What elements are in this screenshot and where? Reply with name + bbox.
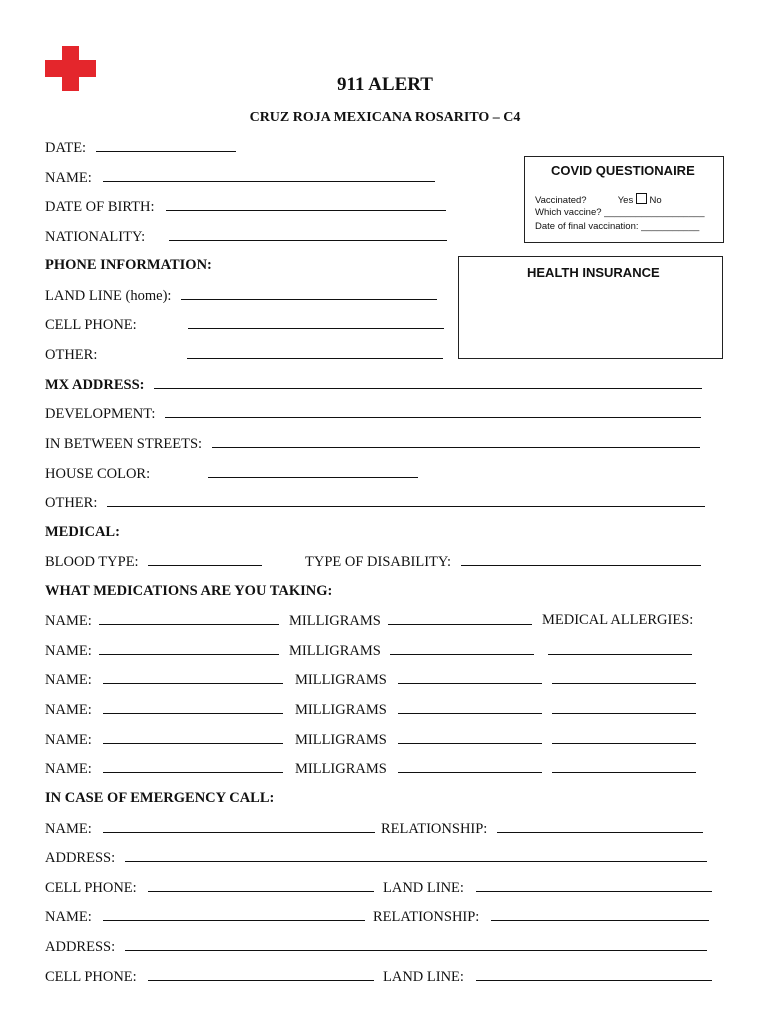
disability-row bbox=[305, 553, 701, 571]
cell-phone-row bbox=[45, 316, 444, 334]
emergency-name-field[interactable] bbox=[103, 908, 365, 921]
emergency-contact-2-address-row bbox=[45, 938, 707, 956]
between-streets-field[interactable] bbox=[212, 435, 700, 448]
emergency-cell-field[interactable] bbox=[148, 968, 374, 981]
other-address-row bbox=[45, 494, 705, 512]
emergency-contact-2-relationship-row bbox=[373, 908, 709, 926]
blood-type-field[interactable] bbox=[148, 553, 262, 566]
relationship-label: RELATIONSHIP: bbox=[373, 909, 480, 925]
milligrams-field[interactable] bbox=[398, 671, 542, 684]
medication-row bbox=[45, 671, 696, 689]
yes-label: Yes bbox=[617, 195, 634, 206]
medication-row bbox=[45, 760, 696, 778]
dob-label: DATE OF BIRTH: bbox=[45, 199, 155, 215]
emergency-address-field[interactable] bbox=[125, 849, 707, 862]
other-phone-field[interactable] bbox=[187, 346, 443, 359]
allergy-field[interactable] bbox=[552, 760, 696, 773]
medication-name-field[interactable] bbox=[103, 731, 283, 744]
relationship-field[interactable] bbox=[497, 820, 703, 833]
medication-name-field[interactable] bbox=[99, 612, 279, 625]
emergency-landline-field[interactable] bbox=[476, 968, 712, 981]
emergency-address-field[interactable] bbox=[125, 938, 707, 951]
disability-label: TYPE OF DISABILITY: bbox=[305, 554, 452, 570]
allergy-field[interactable] bbox=[552, 671, 696, 684]
final-vaccination-label: Date of final vaccination: bbox=[535, 221, 639, 232]
health-insurance-box[interactable] bbox=[458, 256, 723, 359]
which-vaccine-field[interactable]: ___________________ bbox=[604, 207, 705, 218]
mx-address-row bbox=[45, 376, 702, 394]
emergency-name-label: NAME: bbox=[45, 909, 92, 925]
emergency-name-field[interactable] bbox=[103, 820, 375, 833]
medication-name-label: NAME: bbox=[45, 761, 92, 777]
date-label: DATE: bbox=[45, 140, 87, 156]
page-subtitle: CRUZ ROJA MEXICANA ROSARITO – C4 bbox=[249, 110, 521, 125]
emergency-contact-2-landline-row bbox=[383, 968, 712, 986]
dob-field[interactable] bbox=[166, 198, 446, 211]
relationship-label: RELATIONSHIP: bbox=[381, 821, 488, 837]
medication-name-label: NAME: bbox=[45, 672, 92, 688]
relationship-field[interactable] bbox=[491, 908, 709, 921]
medication-name-field[interactable] bbox=[99, 642, 279, 655]
milligrams-label: MILLIGRAMS bbox=[294, 702, 387, 718]
house-color-field[interactable] bbox=[208, 465, 418, 478]
emergency-landline-field[interactable] bbox=[476, 879, 712, 892]
development-row bbox=[45, 405, 701, 423]
mx-address-field[interactable] bbox=[154, 376, 702, 389]
medication-name-field[interactable] bbox=[103, 701, 283, 714]
emergency-contact-1-address-row bbox=[45, 849, 707, 867]
emergency-contact-2-name-row bbox=[45, 908, 365, 926]
other-phone-row bbox=[45, 346, 443, 364]
emergency-cell-label: CELL PHONE: bbox=[45, 969, 137, 985]
allergies-label: MEDICAL ALLERGIES: bbox=[542, 612, 694, 628]
nationality-row bbox=[45, 228, 447, 246]
mx-address-label: MX ADDRESS: bbox=[45, 377, 145, 393]
nationality-label: NATIONALITY: bbox=[45, 229, 146, 245]
dob-row bbox=[45, 198, 446, 216]
medications-heading: WHAT MEDICATIONS ARE YOU TAKING: bbox=[45, 583, 333, 599]
covid-title: COVID QUESTIONAIRE bbox=[551, 163, 695, 178]
medication-row bbox=[45, 701, 696, 719]
landline-field[interactable] bbox=[181, 287, 437, 300]
between-streets-label: IN BETWEEN STREETS: bbox=[45, 436, 203, 452]
which-vaccine-label: Which vaccine? bbox=[535, 207, 602, 218]
disability-field[interactable] bbox=[461, 553, 701, 566]
emergency-address-label: ADDRESS: bbox=[45, 850, 116, 866]
final-vaccination-row bbox=[535, 221, 699, 232]
page-title: 911 ALERT bbox=[337, 74, 433, 95]
medication-name-field[interactable] bbox=[103, 671, 283, 684]
allergy-field[interactable] bbox=[552, 701, 696, 714]
yes-checkbox[interactable] bbox=[636, 193, 647, 204]
other-address-label: OTHER: bbox=[45, 495, 98, 511]
emergency-contact-1-landline-row bbox=[383, 879, 712, 897]
milligrams-label: MILLIGRAMS bbox=[294, 672, 387, 688]
medication-row bbox=[45, 731, 696, 749]
blood-type-row bbox=[45, 553, 262, 571]
emergency-contact-1-cell-row bbox=[45, 879, 374, 897]
vaccinated-label: Vaccinated? bbox=[535, 195, 587, 206]
allergy-field[interactable] bbox=[548, 642, 692, 655]
other-phone-label: OTHER: bbox=[45, 347, 98, 363]
emergency-address-label: ADDRESS: bbox=[45, 939, 116, 955]
landline-row bbox=[45, 287, 437, 305]
medication-row bbox=[45, 642, 692, 660]
cell-phone-label: CELL PHONE: bbox=[45, 317, 137, 333]
medication-name-label: NAME: bbox=[45, 732, 92, 748]
emergency-landline-label: LAND LINE: bbox=[383, 880, 464, 896]
emergency-contact-1-relationship-row bbox=[381, 820, 703, 838]
emergency-landline-label: LAND LINE: bbox=[383, 969, 464, 985]
development-label: DEVELOPMENT: bbox=[45, 406, 156, 422]
milligrams-field[interactable] bbox=[388, 612, 532, 625]
which-vaccine-row bbox=[535, 207, 705, 218]
medication-row bbox=[45, 612, 532, 630]
medical-heading: MEDICAL: bbox=[45, 524, 120, 540]
name-field[interactable] bbox=[103, 169, 435, 182]
between-streets-row bbox=[45, 435, 700, 453]
milligrams-field[interactable] bbox=[398, 731, 542, 744]
vaccinated-row bbox=[535, 193, 662, 206]
development-field[interactable] bbox=[165, 405, 701, 418]
medication-name-label: NAME: bbox=[45, 702, 92, 718]
medication-name-field[interactable] bbox=[103, 760, 283, 773]
house-color-row bbox=[45, 465, 418, 483]
allergy-field[interactable] bbox=[552, 731, 696, 744]
emergency-contact-2-cell-row bbox=[45, 968, 374, 986]
cell-phone-field[interactable] bbox=[188, 316, 444, 329]
medication-name-label: NAME: bbox=[45, 613, 92, 629]
name-label: NAME: bbox=[45, 170, 92, 186]
milligrams-label: MILLIGRAMS bbox=[294, 732, 387, 748]
covid-questionnaire-box bbox=[524, 156, 724, 243]
milligrams-field[interactable] bbox=[390, 642, 534, 655]
nationality-field[interactable] bbox=[169, 228, 447, 241]
emergency-name-label: NAME: bbox=[45, 821, 92, 837]
phone-heading: PHONE INFORMATION: bbox=[45, 257, 212, 273]
emergency-cell-label: CELL PHONE: bbox=[45, 880, 137, 896]
date-field[interactable] bbox=[96, 139, 236, 152]
emergency-contact-1-name-row bbox=[45, 820, 375, 838]
no-label: No bbox=[649, 195, 662, 206]
blood-type-label: BLOOD TYPE: bbox=[45, 554, 139, 570]
milligrams-label: MILLIGRAMS bbox=[288, 613, 381, 629]
milligrams-label: MILLIGRAMS bbox=[288, 643, 381, 659]
name-row bbox=[45, 169, 435, 187]
other-address-field[interactable] bbox=[107, 494, 705, 507]
health-insurance-title: HEALTH INSURANCE bbox=[527, 265, 660, 280]
house-color-label: HOUSE COLOR: bbox=[45, 466, 151, 482]
milligrams-field[interactable] bbox=[398, 701, 542, 714]
landline-label: LAND LINE (home): bbox=[45, 288, 172, 304]
medication-name-label: NAME: bbox=[45, 643, 92, 659]
final-vaccination-field[interactable]: ___________ bbox=[641, 221, 700, 232]
milligrams-field[interactable] bbox=[398, 760, 542, 773]
date-row bbox=[45, 139, 236, 157]
emergency-cell-field[interactable] bbox=[148, 879, 374, 892]
milligrams-label: MILLIGRAMS bbox=[294, 761, 387, 777]
emergency-heading: IN CASE OF EMERGENCY CALL: bbox=[45, 790, 275, 806]
